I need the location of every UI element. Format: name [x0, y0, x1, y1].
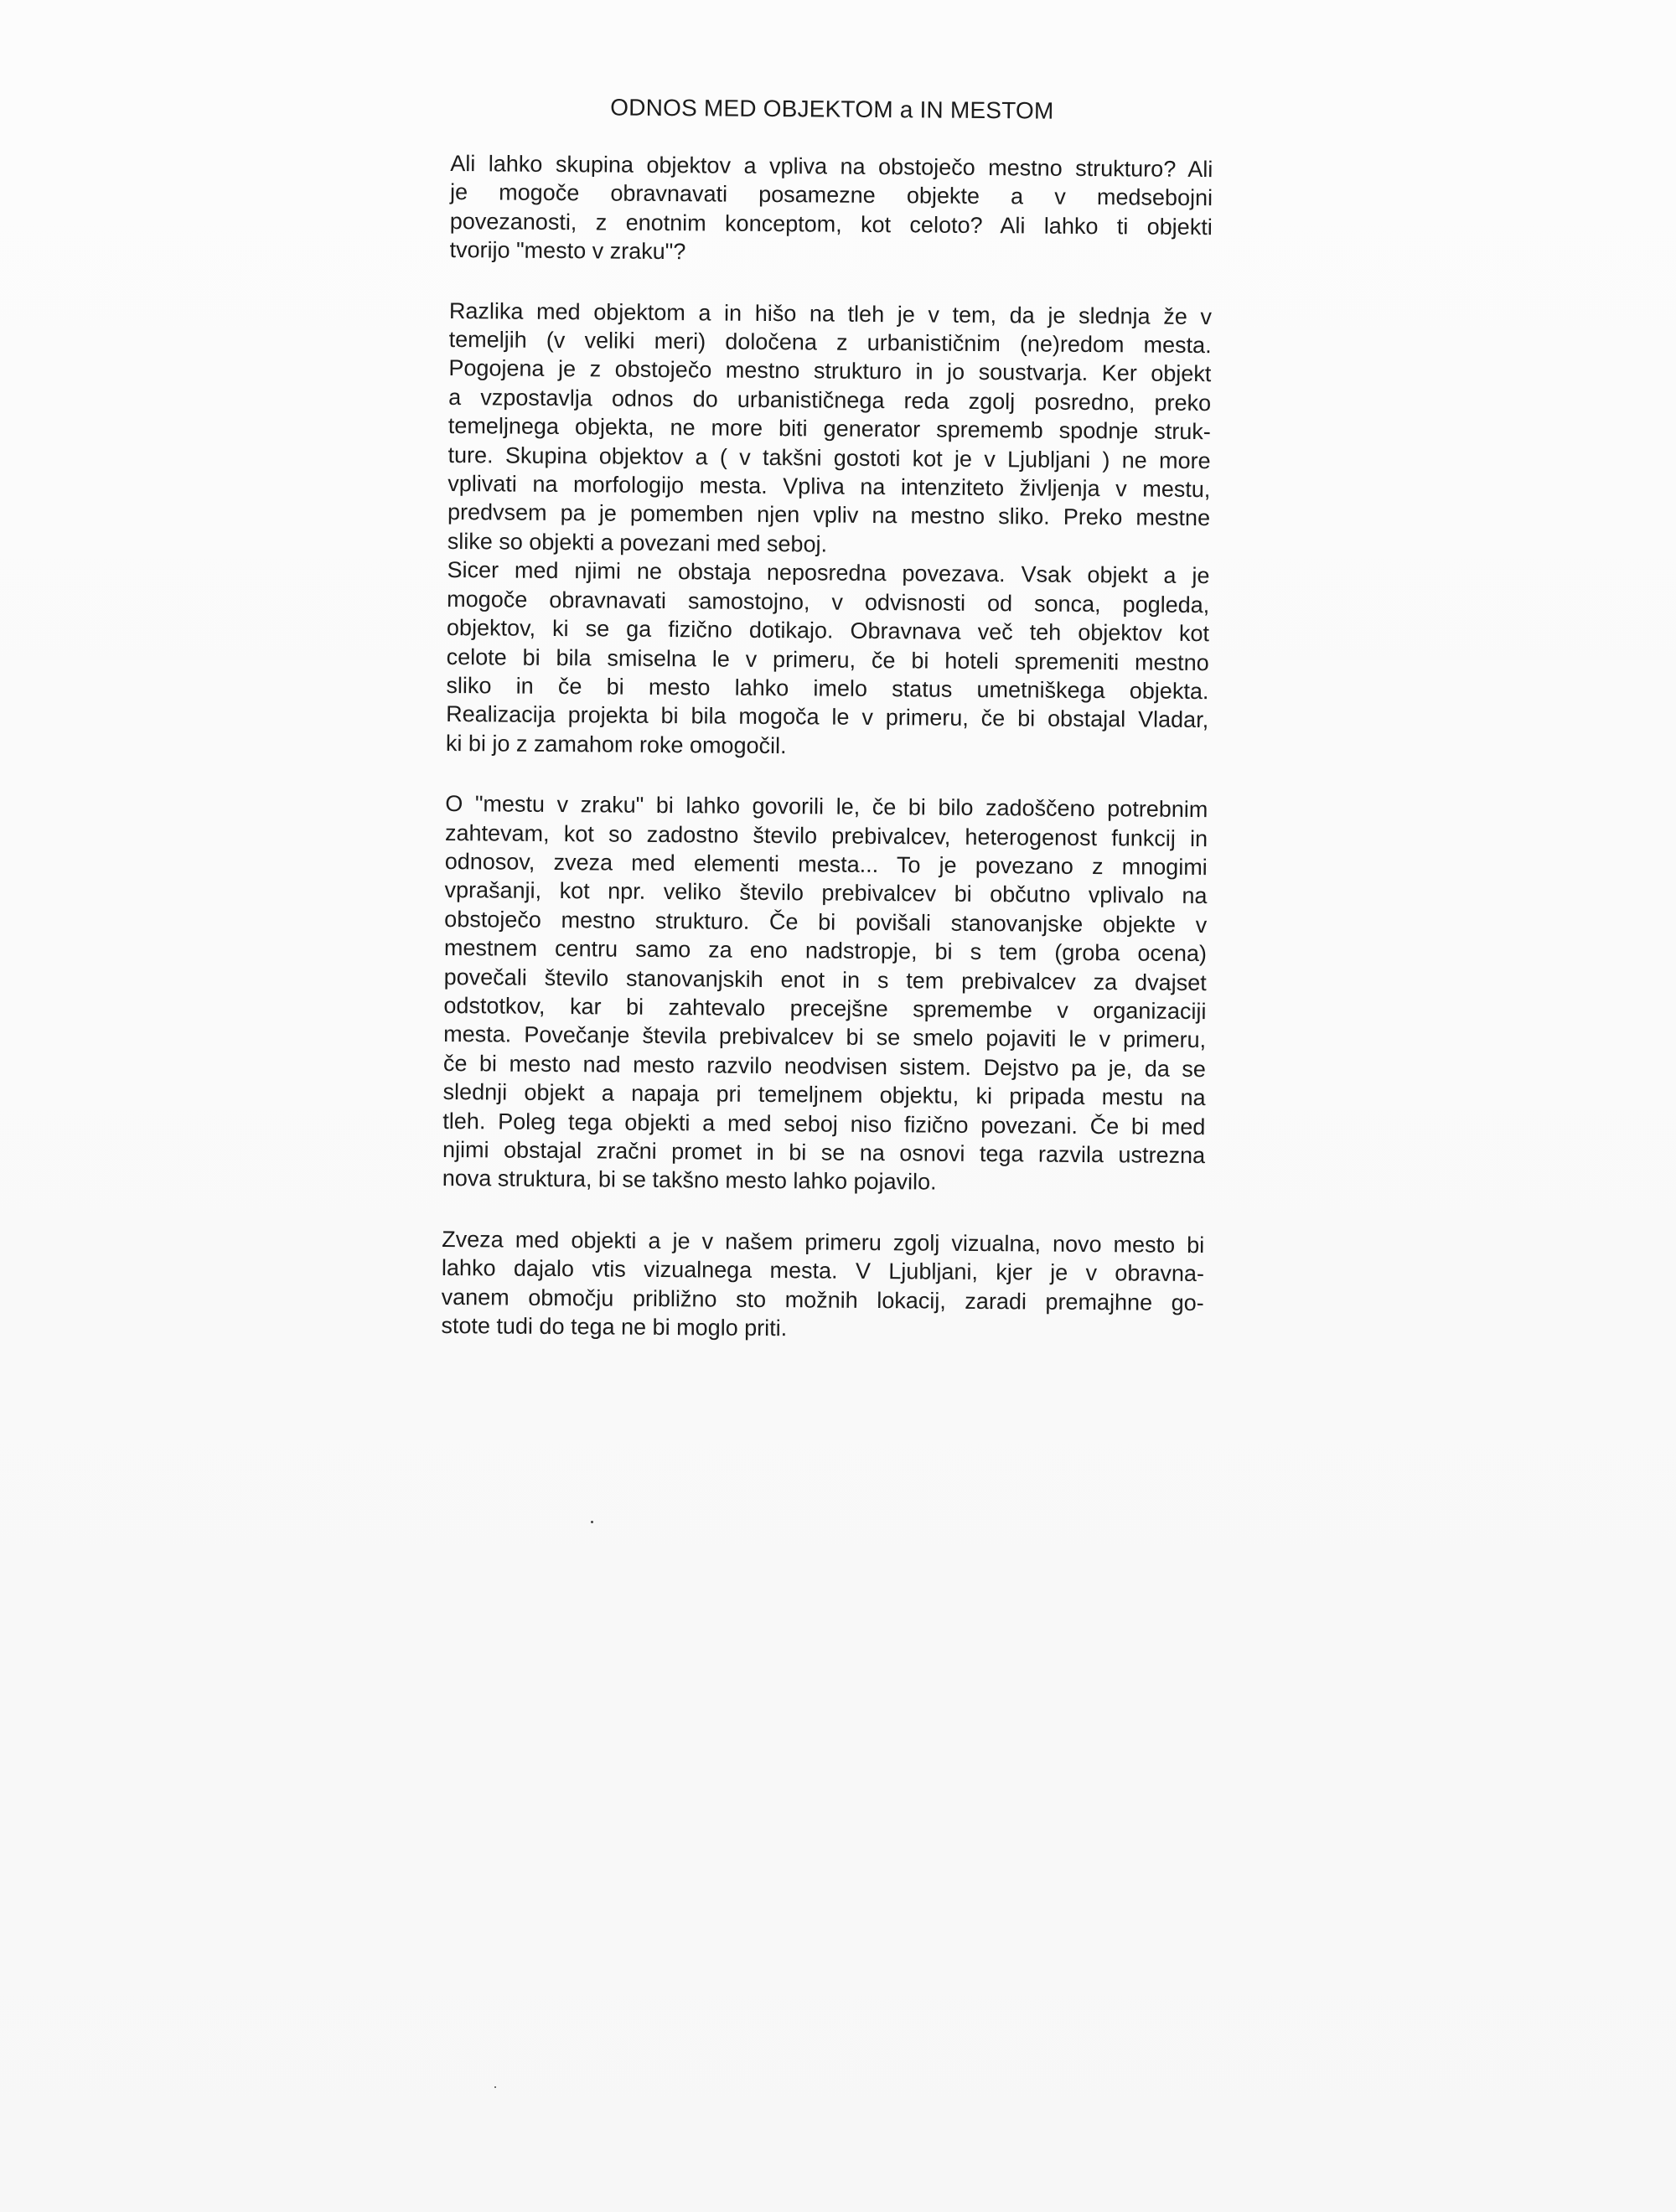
scan-speck: [494, 2086, 496, 2088]
text-line: povečali število stanovanjskih enot in s tem prebivalcev za dvajset: [443, 964, 1207, 995]
text-line: tvorijo "mesto v zraku"?: [449, 237, 686, 265]
text-line: Pogojena je z obstoječo mestno strukturo in jo soustvarja. Ker objekt: [448, 355, 1212, 387]
text-line: mogoče obravnavati samostojno, v odvisnosti od sonca, pogleda,: [447, 586, 1210, 618]
paragraph-3: [442, 789, 1208, 1199]
text-line: slednji objekt a napaja pri temeljnem objektu, ki pripada mestu na: [442, 1079, 1206, 1111]
text-line: odnosov, zveza med elementi mesta... To je povezano z mnogimi: [444, 848, 1208, 881]
text-line: temeljnega objekta, ne more biti generator sprememb spodnje struk-: [447, 413, 1211, 445]
text-line: njimi obstajal zračni promet in bi se na osnovi tega razvila ustrezna: [442, 1136, 1206, 1169]
text-line: Zveza med objekti a je v našem primeru zgolj vizualna, novo mesto bi: [442, 1226, 1205, 1258]
scan-speck: [591, 1521, 593, 1523]
text-line: vplivati na morfologijo mesta. Vpliva na intenziteto življenja v mestu,: [447, 471, 1211, 503]
text-line: objektov, ki se ga fizično dotikajo. Obravnava več teh objektov kot: [446, 615, 1210, 647]
text-line: O "mestu v zraku" bi lahko govorili le, če bi bilo zadoščeno potrebnim: [445, 791, 1208, 823]
document-body: [441, 92, 1213, 1346]
text-line: Sicer med njimi ne obstaja neposredna povezava. Vsak objekt a je: [447, 557, 1210, 589]
text-line: Realizacija projekta bi bila mogoča le v primeru, če bi obstajal Vladar,: [446, 701, 1209, 733]
paragraph-4: [441, 1225, 1204, 1346]
text-line: slike so objekti a povezani med seboj.: [447, 528, 828, 557]
text-line: zahtevam, kot so zadostno število prebivalcev, heterogenost funkcij in: [444, 819, 1208, 851]
text-line: predvsem pa je pomemben njen vpliv na mestno sliko. Preko mestne: [447, 499, 1211, 531]
text-line: tleh. Poleg tega objekti a med seboj niso fizično povezani. Če bi med: [442, 1108, 1206, 1140]
text-line: ki bi jo z zamahom roke omogočil.: [445, 730, 787, 758]
text-line: celote bi bila smiselna le v primeru, če bi hoteli spremeniti mestno: [446, 643, 1209, 675]
text-line: temeljih (v veliki meri) določena z urbanističnim (ne)redom mesta.: [448, 327, 1212, 359]
text-line: Razlika med objektom a in hišo na tleh je v tem, da je slednja že v: [448, 297, 1213, 329]
text-line: če bi mesto nad mesto razvilo neodvisen sistem. Dejstvo pa je, da se: [442, 1050, 1206, 1082]
paragraph-1: [449, 149, 1213, 271]
text-line: lahko dajalo vtis vizualnega mesta. V Ljubljani, kjer je v obravna-: [441, 1255, 1205, 1287]
text-line: ture. Skupina objektov a ( v takšni gostoti kot je v Ljubljani ) ne more: [447, 442, 1211, 473]
text-line: nova struktura, bi se takšno mesto lahko pojavilo.: [442, 1165, 937, 1195]
text-line: odstotkov, kar bi zahtevalo precejšne spremembe v organizaciji: [443, 992, 1207, 1025]
text-line: a vzpostavlja odnos do urbanističnega reda zgolj posredno, preko: [448, 384, 1212, 416]
text-line: vanem območju približno sto možnih lokacij, zaradi premajhne go-: [441, 1284, 1204, 1315]
document-title: ODNOS MED OBJEKTOM a IN MESTOM: [610, 94, 1054, 124]
text-line: Ali lahko skupina objektov a vpliva na obstoječo mestno strukturo? Ali: [450, 150, 1213, 183]
paragraph-2: [446, 297, 1212, 764]
text-line: povezanosti, z enotnim konceptom, kot celoto? Ali lahko ti objekti: [449, 208, 1213, 240]
text-line: mestnem centru samo za eno nadstropje, bi s tem (groba ocena): [443, 935, 1208, 967]
text-line: obstoječo mestno strukturo. Če bi povišali stanovanjske objekte v: [444, 906, 1208, 938]
text-line: mesta. Povečanje števila prebivalcev bi se smelo pojaviti le v primeru,: [443, 1021, 1207, 1053]
text-line: stote tudi do tega ne bi moglo priti.: [441, 1312, 788, 1341]
text-line: vprašanji, kot npr. veliko število prebivalcev bi občutno vplivalo na: [444, 877, 1208, 909]
text-line: sliko in če bi mesto lahko imelo status umetniškega objekta.: [446, 672, 1209, 705]
text-line: je mogoče obravnavati posamezne objekte a v medsebojni: [449, 179, 1213, 211]
